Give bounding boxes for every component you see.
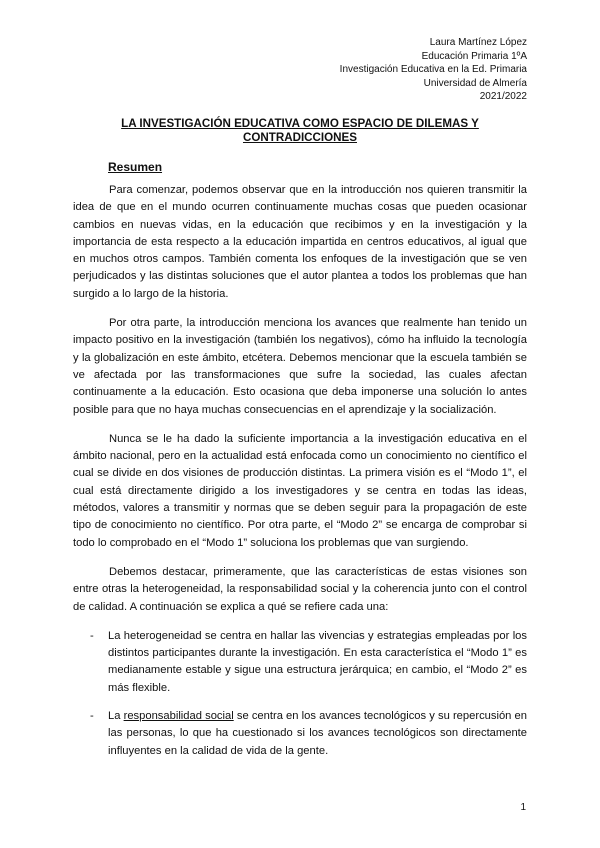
bullet-text: La heterogeneidad se centra en hallar las vivencias y estrategias empleadas por los distintos participantes durante la investigación. En esta característica el “Modo 1” es medianamente estable y sigue una estructura jerárquica; en cambio, el “Modo 2” es más flexible.	[108, 629, 527, 694]
header-university: Universidad de Almería	[423, 77, 527, 89]
bullet-item-responsabilidad	[73, 708, 527, 760]
header-subject: Investigación Educativa en la Ed. Primaria	[339, 64, 527, 75]
paragraph-1: Para comenzar, podemos observar que en la introducción nos quieren transmitir la idea de que en el mundo ocurren continuamente muchas cosas que pueden ocasionar cambios en nuevas vidas, en la educación que recibimos y en la investigación y la importancia de esta respecto a la educación impartida en centros educativos, al igual que en muchos otros campos. También comenta los enfoques de la investigación que se ven perjudicados y las distintas soluciones que el autor plantea a todos los problemas que han surgido a lo largo de la historia.	[73, 184, 527, 300]
bullet-text-rest: se centra en los avances tecnológicos y su repercusión en las personas, lo que ha cuestionado si los avances tecnológicos son directamente influyentes en la calidad de vida de la gente.	[108, 710, 527, 757]
bullet-dash: -	[90, 710, 94, 723]
paragraph-4: Debemos destacar, primeramente, que las características de estas visiones son entre otras la heterogeneidad, la responsabilidad social y la coherencia junto con el control de calidad. A continuación se explica a qué se refiere cada una:	[73, 565, 527, 613]
paragraph-2: Por otra parte, la introducción menciona los avances que realmente han tenido un impacto positivo en la investigación (también los negativos), cómo ha influido la tecnología y la globalización en este ámbito, etcétera. Debemos mencionar que la escuela también se ve afectada por las transformaciones que sufre la sociedad, las cuales afectan continuamente a la educación. Esto ocasiona que deba imponerse una solución lo antes posible para que no haya muchas consecuencias en el aprendizaje y la socialización.	[73, 317, 527, 416]
document-header	[340, 36, 527, 104]
bullet-list	[73, 628, 527, 760]
bullet-dash: -	[90, 629, 94, 642]
document-title: LA INVESTIGACIÓN EDUCATIVA COMO ESPACIO DE DILEMAS Y CONTRADICCIONES	[121, 117, 479, 144]
paragraph-3: Nunca se le ha dado la suficiente importancia a la investigación educativa en el ámbito nacional, pero en la actualidad está enfocada como un conocimiento no científico el cual se divide en dos visiones de producción distintas. La primera visión es el “Modo 1”, el cual está directamente dirigido a los investigadores y se centra en todas las ideas, métodos, valores a transmitir y normas que se deben seguir para la propagación de este tipo de conocimiento no científico. Por otra parte, el “Modo 2” se encarga de comprobar si todo lo comprobado en el “Modo 1” soluciona los problemas que van surgiendo.	[73, 432, 527, 549]
bullet-text-prefix: La	[108, 710, 124, 723]
section-heading-resumen: Resumen	[108, 160, 163, 174]
page-number: 1	[520, 802, 526, 813]
header-course: Educación Primaria 1ºA	[421, 50, 527, 62]
bullet-item-heterogeneidad	[73, 628, 527, 697]
header-author: Laura Martínez López	[429, 37, 527, 48]
underlined-term: responsabilidad social	[123, 710, 234, 723]
document-body	[73, 182, 527, 771]
header-year: 2021/2022	[479, 91, 527, 102]
